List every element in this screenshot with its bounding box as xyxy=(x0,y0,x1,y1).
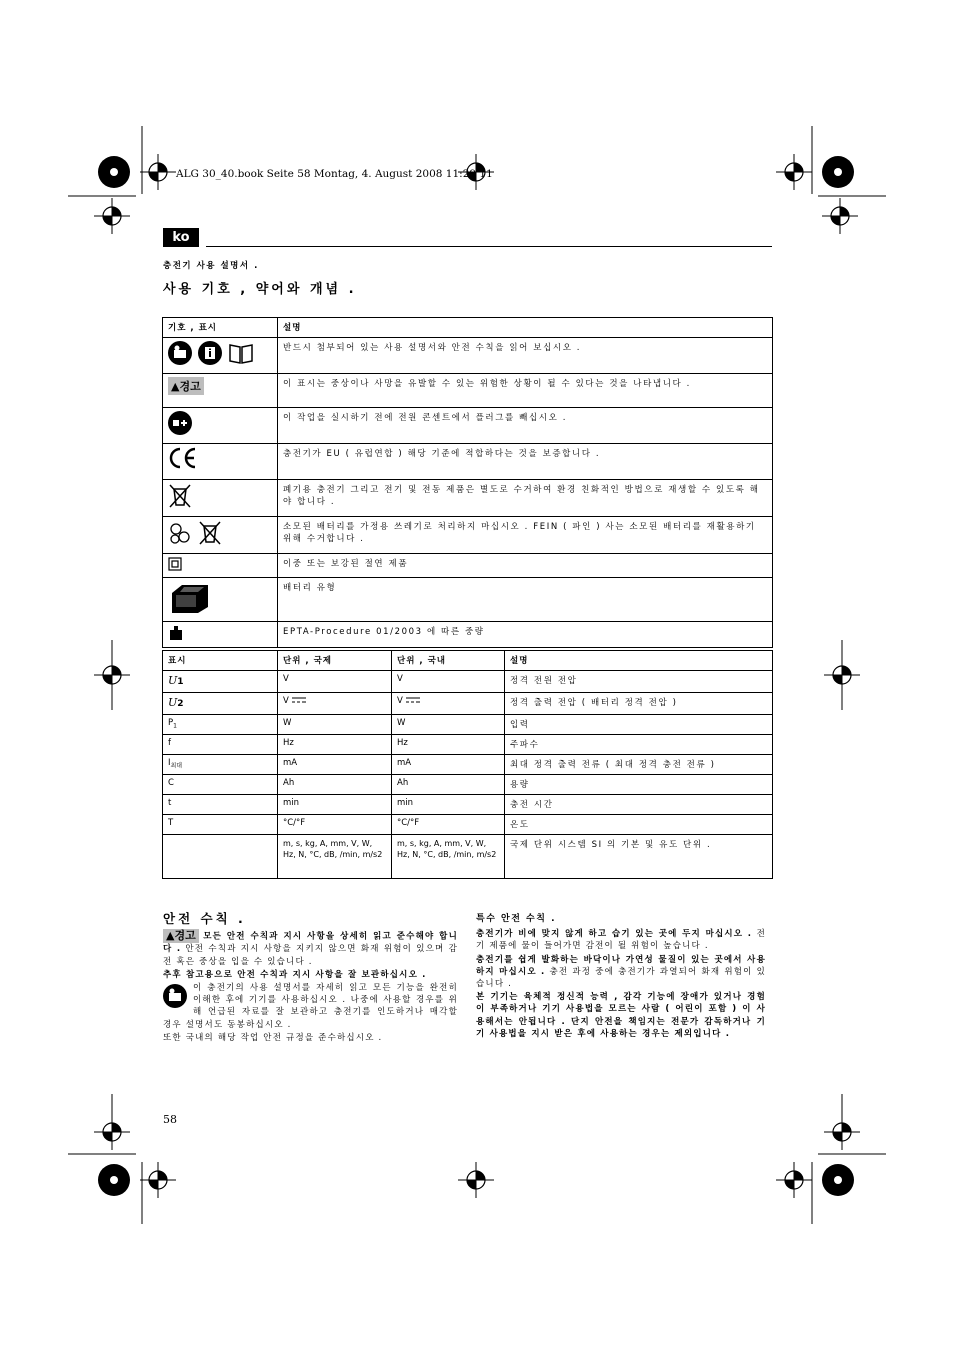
safety-paragraph: ▲경고 모든 안전 수칙과 지시 사항을 상세히 읽고 준수해야 합니다 . 안전 수칙과 지시 사항을 지키지 않으면 화재 위험이 있으며 감전 혹은 중상을 입을 수 있습니다 . xyxy=(163,929,459,967)
language-badge: ko xyxy=(163,228,199,247)
unit-symbol xyxy=(163,835,278,879)
special-paragraph: 충전기가 비에 맞지 않게 하고 습기 있는 곳에 두지 마십시오 . 전기 제품에 물이 들어가면 감전이 될 위험이 높습니다 . xyxy=(476,929,766,952)
unit-description: 충전 시간 xyxy=(505,795,773,815)
table-row xyxy=(163,408,773,444)
unit-symbol: P xyxy=(168,718,174,728)
recycle-battery-icon xyxy=(168,520,192,546)
unit-local: m, s, kg, A, mm, V, W, Hz, N, °C, dB, /min, m/s2 xyxy=(392,835,505,879)
table-row xyxy=(163,444,773,480)
symbols-row-text: 반드시 첨부되어 있는 사용 설명서와 안전 수칙을 읽어 보십시오 . xyxy=(278,338,773,374)
unit-local: W xyxy=(392,715,505,735)
table-row xyxy=(163,755,773,775)
special-safety-title: 특수 안전 수칙 . xyxy=(476,914,556,924)
unit-description: 주파수 xyxy=(505,735,773,755)
unit-intl: m, s, kg, A, mm, V, W, Hz, N, °C, dB, /min, m/s2 xyxy=(278,835,392,879)
unit-symbol-sub: 1 xyxy=(177,677,184,687)
symbols-row-text: 충전기가 EU ( 유럽연합 ) 해당 기준에 적합하다는 것을 보증합니다 . xyxy=(278,444,773,480)
warning-label-icon: ▲경고 xyxy=(168,377,204,395)
unit-local: V xyxy=(392,671,505,693)
unit-local: °C/°F xyxy=(392,815,505,835)
table-row xyxy=(163,622,773,648)
unit-local: Ah xyxy=(392,775,505,795)
info-book-icon xyxy=(198,341,222,365)
table-row xyxy=(163,671,773,693)
crossed-bin-icon xyxy=(198,520,222,546)
page-number: 58 xyxy=(163,1113,177,1126)
symbols-row-text: 소모된 배터리를 가정용 쓰레기로 처리하지 마십시오 . FEIN ( 파인 ) 사는 소모된 배터리를 재활용하기 위해 수거합니다 . xyxy=(278,517,773,554)
units-header-description: 설명 xyxy=(505,651,773,671)
unit-symbol: U xyxy=(168,696,178,709)
unit-description: 온도 xyxy=(505,815,773,835)
unit-description: 입력 xyxy=(505,715,773,735)
table-row xyxy=(163,578,773,622)
unit-symbol: U xyxy=(168,674,178,687)
file-info: ALG 30_40.book Seite 58 Montag, 4. August 2008 11:29 11 xyxy=(176,168,493,180)
read-manual-icon xyxy=(163,984,187,1008)
unit-symbol-sub: 1 xyxy=(173,722,177,730)
symbols-row-text: 배터리 유형 xyxy=(278,578,773,622)
unit-symbol: t xyxy=(163,795,278,815)
dc-symbol-icon xyxy=(406,697,420,703)
units-header-symbol: 표시 xyxy=(163,651,278,671)
units-header-local: 단위 , 국내 xyxy=(392,651,505,671)
table-row xyxy=(163,795,773,815)
symbols-table xyxy=(162,317,773,648)
safety-paragraph: 이 충전기의 사용 설명서를 자세히 읽고 모든 기능을 완전히 이해한 후에 기기를 사용하십시오 . 나중에 사용할 경우를 위해 언급된 자료를 잘 보관하고 충전기를 인도하거나 매각할 경우 설명서도 동봉하십시오 . xyxy=(163,983,458,1030)
unit-intl: Hz xyxy=(278,735,392,755)
symbols-header-symbol: 기호 , 표시 xyxy=(163,318,278,338)
unit-symbol-sub: 2 xyxy=(177,699,184,709)
units-table xyxy=(162,650,773,879)
symbols-row-text: 폐기용 충전기 그리고 전기 및 전동 제품은 별도로 수거하여 환경 친화적인 방법으로 재생할 수 있도록 해야 합니다 . xyxy=(278,480,773,517)
document-subtitle: 충전기 사용 설명서 . xyxy=(163,261,259,271)
safety-paragraph: 추후 참고용으로 안전 수칙과 지시 사항을 잘 보관하십시오 . xyxy=(163,969,427,980)
table-row xyxy=(163,554,773,578)
table-row xyxy=(163,338,773,374)
header-rule xyxy=(206,246,772,247)
symbols-row-text: 이중 또는 보강된 절연 제품 xyxy=(278,554,773,578)
unit-description: 최대 정격 출력 전류 ( 최대 정격 충전 전류 ) xyxy=(505,755,773,775)
unit-local: mA xyxy=(392,755,505,775)
special-safety-section xyxy=(476,913,766,1041)
unit-description: 용량 xyxy=(505,775,773,795)
table-row xyxy=(163,815,773,835)
unit-symbol-sub: 최대 xyxy=(170,762,183,770)
unit-local: V xyxy=(397,696,403,706)
unplug-icon xyxy=(168,411,192,435)
symbols-row-text: 이 작업을 실시하기 전에 전원 콘센트에서 플러그를 빼십시오 . xyxy=(278,408,773,444)
unit-intl: mA xyxy=(278,755,392,775)
weight-icon xyxy=(168,625,184,641)
symbols-row-text: 이 표시는 중상이나 사망을 유발할 수 있는 위험한 상황이 될 수 있다는 것을 나타냅니다 . xyxy=(278,374,773,408)
unit-description: 국제 단위 시스템 SI 의 기본 및 유도 단위 . xyxy=(505,835,773,879)
crossed-bin-icon xyxy=(168,483,192,509)
table-row xyxy=(163,693,773,715)
table-row xyxy=(163,715,773,735)
safety-title: 안전 수칙 . xyxy=(163,911,246,926)
unit-intl: min xyxy=(278,795,392,815)
unit-intl: V xyxy=(283,696,289,706)
table-row xyxy=(163,374,773,408)
safety-section xyxy=(163,913,458,1045)
safety-paragraph: 또한 국내의 해당 작업 안전 규정을 준수하십시오 . xyxy=(163,1032,383,1043)
unit-intl: W xyxy=(278,715,392,735)
ce-mark-icon xyxy=(168,447,198,469)
unit-description: 정격 출력 전압 ( 배터리 정격 전압 ) xyxy=(505,693,773,715)
unit-intl: °C/°F xyxy=(278,815,392,835)
symbols-header-description: 설명 xyxy=(278,318,773,338)
unit-local: Hz xyxy=(392,735,505,755)
special-paragraph: 본 기기는 육체적 정신적 능력 , 감각 기능에 장애가 있거나 경험이 부족하거나 기기 사용법을 모르는 사람 ( 어린이 포함 ) 이 사용해서는 안됩니다 . 단지 안전을 책임지는 전문가 감독하거나 기기 사용법을 지시 받은 후에 사용하는 경우는 제외입니다 . xyxy=(476,992,766,1039)
table-row xyxy=(163,480,773,517)
symbols-row-text: EPTA-Procedure 01/2003 에 따른 중량 xyxy=(278,622,773,648)
section-title: 사용 기호 , 약어와 개념 . xyxy=(163,282,357,297)
warning-label-icon: ▲경고 xyxy=(163,929,199,943)
unit-intl: V xyxy=(278,671,392,693)
units-header-intl: 단위 , 국제 xyxy=(278,651,392,671)
open-book-icon xyxy=(228,341,254,365)
unit-symbol: f xyxy=(163,735,278,755)
unit-symbol: I xyxy=(168,758,171,768)
dc-symbol-icon xyxy=(292,697,306,703)
unit-symbol: C xyxy=(163,775,278,795)
unit-description: 정격 전원 전압 xyxy=(505,671,773,693)
read-manual-icon xyxy=(168,341,192,365)
double-insulation-icon xyxy=(168,557,182,571)
table-row xyxy=(163,517,773,554)
table-row xyxy=(163,835,773,879)
table-row xyxy=(163,775,773,795)
unit-symbol: T xyxy=(163,815,278,835)
table-row xyxy=(163,735,773,755)
unit-local: min xyxy=(392,795,505,815)
special-paragraph: 충전기를 쉽게 발화하는 바닥이나 가연성 물질이 있는 곳에서 사용하지 마십시오 . 충전 과정 중에 충전기가 과열되어 화재 위험이 있습니다 . xyxy=(476,954,766,990)
unit-intl: Ah xyxy=(278,775,392,795)
battery-pack-icon xyxy=(168,581,212,615)
